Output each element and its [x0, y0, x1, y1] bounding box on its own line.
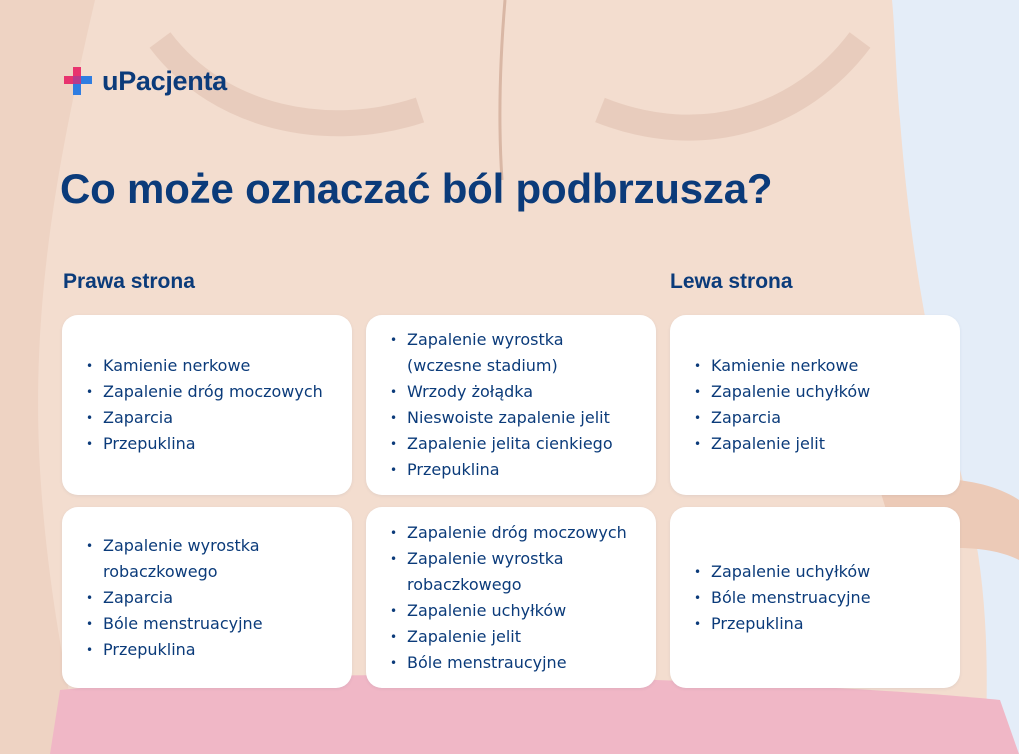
list-item: • Zapalenie wyrostka (wczesne stadium) [390, 327, 642, 379]
list-item: • Przepuklina [390, 457, 642, 483]
condition-list [390, 327, 642, 483]
condition-list [694, 353, 870, 457]
condition-list [86, 353, 323, 457]
list-item: • Zapalenie dróg moczowych [390, 520, 642, 546]
list-item: • Przepuklina [86, 637, 338, 663]
list-item: • Zapalenie uchyłków [694, 379, 870, 405]
card-left-upper [670, 315, 960, 495]
list-item: • Zaparcia [694, 405, 870, 431]
list-item: • Zapalenie jelit [694, 431, 870, 457]
list-item: • Kamienie nerkowe [694, 353, 870, 379]
list-item: • Bóle menstraucyjne [390, 650, 642, 676]
list-item: • Przepuklina [694, 611, 871, 637]
list-item: • Kamienie nerkowe [86, 353, 323, 379]
brand-logo[interactable] [62, 65, 227, 97]
list-item: • Zapalenie wyrostka robaczkowego [390, 546, 642, 598]
list-item: • Nieswoiste zapalenie jelit [390, 405, 642, 431]
card-left-lower [670, 507, 960, 688]
condition-list [86, 533, 338, 663]
condition-list [694, 559, 871, 637]
card-center-upper [366, 315, 656, 495]
right-side-label: Prawa strona [63, 270, 195, 293]
card-right-lower [62, 507, 352, 688]
left-side-label: Lewa strona [670, 270, 793, 293]
card-center-lower [366, 507, 656, 688]
list-item: • Zapalenie uchyłków [694, 559, 871, 585]
list-item: • Zaparcia [86, 405, 323, 431]
list-item: • Zapalenie dróg moczowych [86, 379, 323, 405]
list-item: • Bóle menstruacyjne [86, 611, 338, 637]
list-item: • Zapalenie jelit [390, 624, 642, 650]
list-item: • Zapalenie uchyłków [390, 598, 642, 624]
list-item: • Zaparcia [86, 585, 338, 611]
page-title: Co może oznaczać ból podbrzusza? [60, 165, 773, 212]
list-item: • Zapalenie jelita cienkiego [390, 431, 642, 457]
list-item: • Bóle menstruacyjne [694, 585, 871, 611]
condition-list [390, 520, 642, 676]
medical-cross-icon [62, 65, 94, 97]
list-item: • Wrzody żołądka [390, 379, 642, 405]
card-right-upper [62, 315, 352, 495]
list-item: • Przepuklina [86, 431, 323, 457]
list-item: • Zapalenie wyrostka robaczkowego [86, 533, 338, 585]
brand-name: uPacjenta [102, 65, 227, 96]
